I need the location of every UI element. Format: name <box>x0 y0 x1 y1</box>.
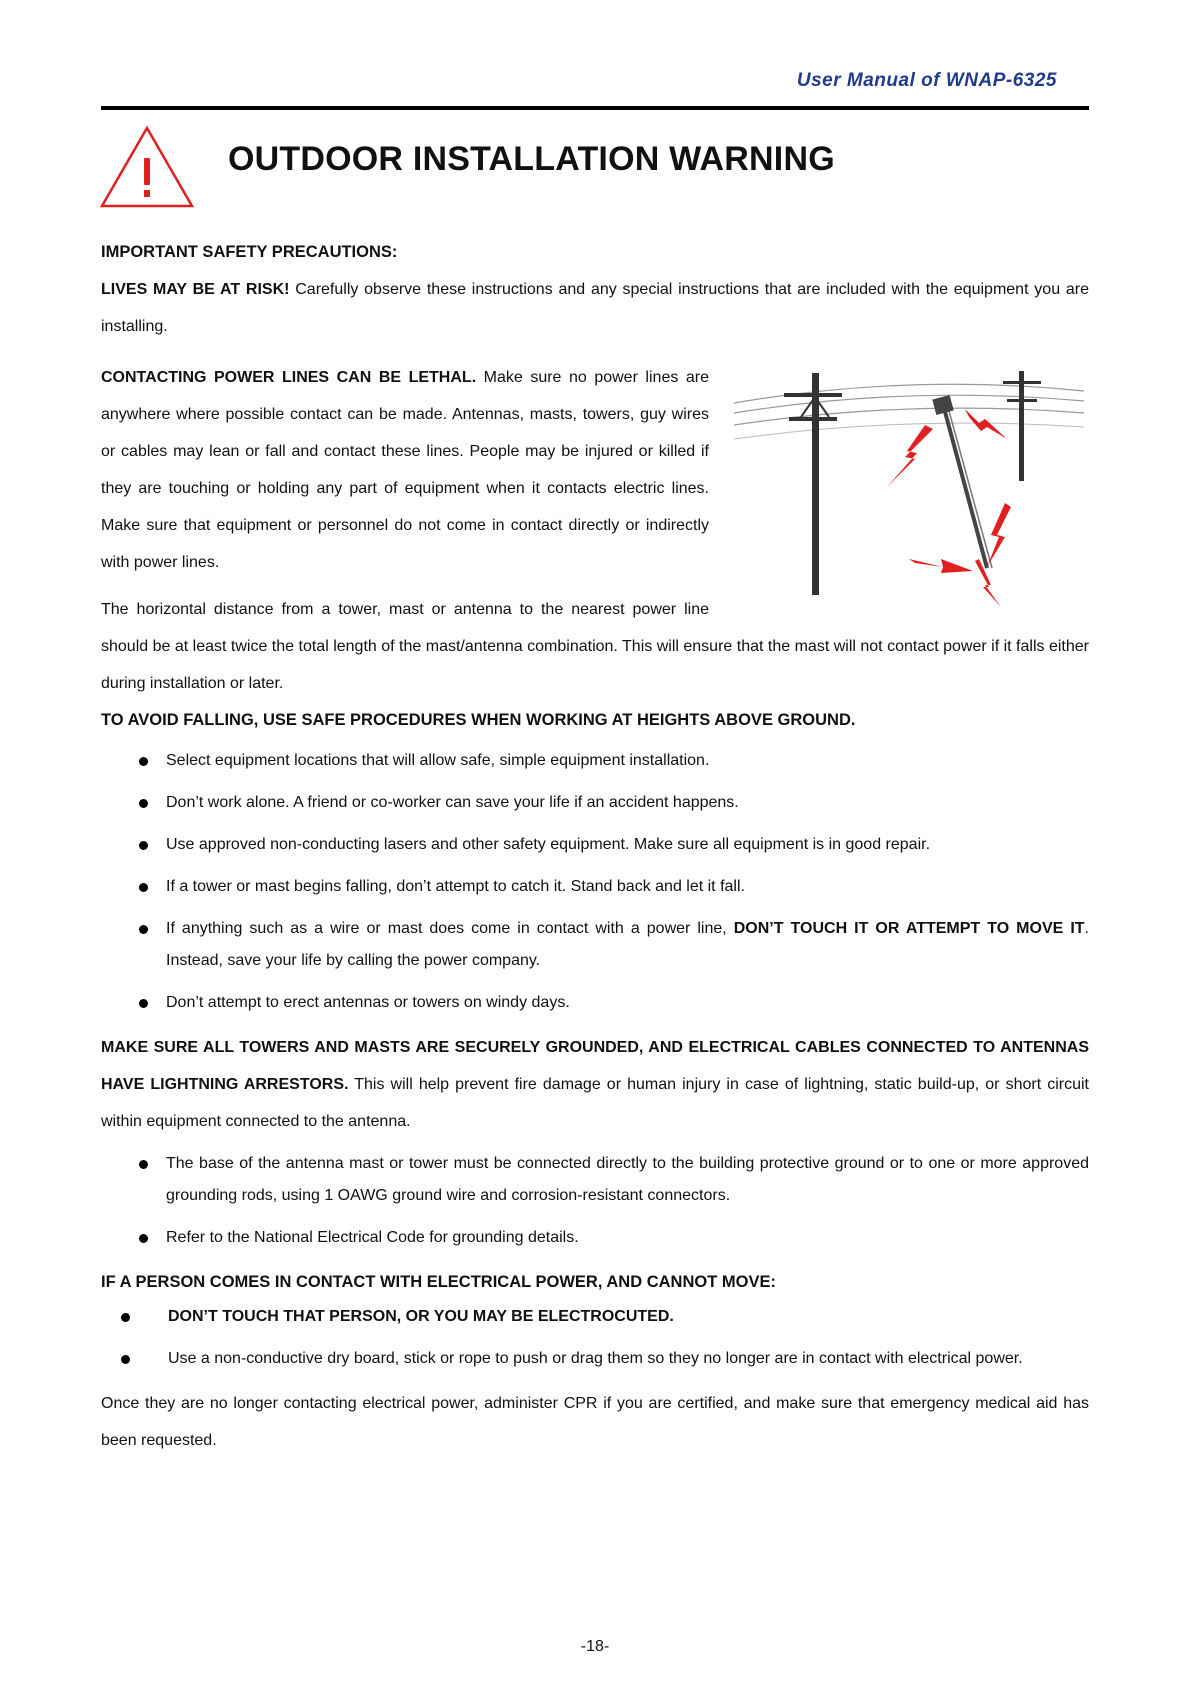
ground-list <box>101 1148 1089 1254</box>
list-item: The base of the antenna mast or tower must be connected directly to the building protective ground or to one or more approved grounding rods, using 1 OAWG ground wire and corrosion-resistant connectors. <box>101 1148 1089 1212</box>
ground-lead: MAKE SURE ALL TOWERS AND MASTS ARE SECURELY GROUNDED, AND ELECTRICAL CABLES CONNECTED TO ANTENNAS HAVE LIGHTNING ARRESTORS. <box>101 1039 1089 1093</box>
falling-list <box>101 745 1089 1019</box>
power-text: Make sure no power lines are anywhere where possible contact can be made. Antennas, masts, towers, guy wires or cables may lean or fall and contact these lines. People may be injured or killed if they are touching or holding any part of equipment when it contacts electric lines. Make sure that equipment or personnel do not come in contact directly or indirectly with power lines. <box>101 369 709 571</box>
list-item <box>101 913 1089 977</box>
ground-paragraph <box>101 1029 1089 1140</box>
list-item: DON’T TOUCH THAT PERSON, OR YOU MAY BE ELECTROCUTED. <box>101 1301 1089 1333</box>
list-item: Refer to the National Electrical Code for grounding details. <box>101 1222 1089 1254</box>
precautions-heading: IMPORTANT SAFETY PRECAUTIONS: <box>101 243 398 261</box>
falling-item5-post: . Instead, save your life by calling the power company. <box>166 920 1089 969</box>
power-lead: CONTACTING POWER LINES CAN BE LETHAL. <box>101 369 477 386</box>
page-number: -18- <box>580 1638 610 1655</box>
distance-paragraph: The horizontal distance from a tower, mast or antenna to the nearest power line should be at least twice the total length of the mast/antenna combination. This will ensure that the mast will not contact power if it falls either during installation or later. <box>101 601 1089 692</box>
cpr-paragraph: Once they are no longer contacting electrical power, administer CPR if you are certified, and make sure that emergency medical aid has been requested. <box>101 1395 1089 1449</box>
ground-text: This will help prevent fire damage or human injury in case of lightning, static build-up, or short circuit within equipment connected to the antenna. <box>101 1076 1089 1130</box>
header-rule <box>101 106 1089 110</box>
document-body <box>101 234 1089 1459</box>
falling-heading: TO AVOID FALLING, USE SAFE PROCEDURES WHEN WORKING AT HEIGHTS ABOVE GROUND. <box>101 711 856 729</box>
falling-item5-bold: DON’T TOUCH IT OR ATTEMPT TO MOVE IT <box>733 920 1085 937</box>
list-item: Select equipment locations that will allow safe, simple equipment installation. <box>101 745 1089 777</box>
contact-list <box>101 1301 1089 1375</box>
list-item: Don’t attempt to erect antennas or towers on windy days. <box>101 987 1089 1019</box>
falling-item5-pre: If anything such as a wire or mast does come in contact with a power line, <box>166 920 734 937</box>
list-item: Use approved non-conducting lasers and other safety equipment. Make sure all equipment is in good repair. <box>101 829 1089 861</box>
power-line-hazard-illustration <box>729 363 1089 611</box>
lives-lead: LIVES MAY BE AT RISK! <box>101 281 290 298</box>
warning-triangle-icon <box>98 124 196 210</box>
list-item: Use a non-conductive dry board, stick or rope to push or drag them so they no longer are in contact with electrical power. <box>101 1343 1089 1375</box>
list-item: If a tower or mast begins falling, don’t attempt to catch it. Stand back and let it fall. <box>101 871 1089 903</box>
contact-heading: IF A PERSON COMES IN CONTACT WITH ELECTRICAL POWER, AND CANNOT MOVE: <box>101 1273 776 1291</box>
lives-paragraph <box>101 271 1089 345</box>
lives-text: Carefully observe these instructions and any special instructions that are included with the equipment you are installing. <box>101 281 1089 335</box>
list-item: Don’t work alone. A friend or co-worker can save your life if an accident happens. <box>101 787 1089 819</box>
header-title: User Manual of WNAP-6325 <box>796 70 1057 91</box>
page-title: OUTDOOR INSTALLATION WARNING <box>228 140 835 178</box>
